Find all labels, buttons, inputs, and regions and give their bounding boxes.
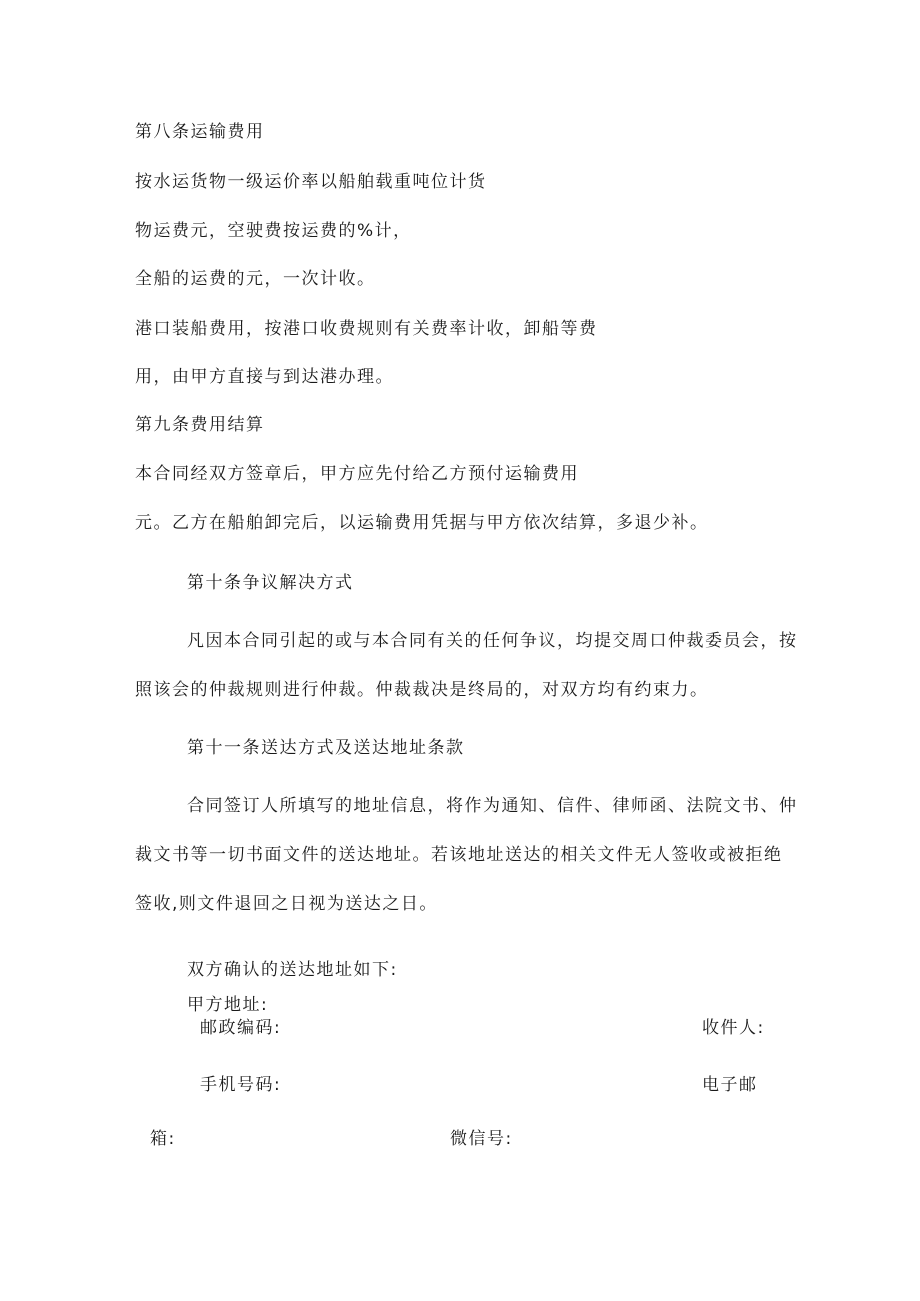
mobile-label: 手机号码: <box>200 1075 282 1095</box>
article-11-line-2: 裁文书等一切书面文件的送达地址。若该地址送达的相关文件无人签收或被拒绝 <box>135 845 783 865</box>
article-10-line-1: 凡因本合同引起的或与本合同有关的任何争议，均提交周口仲裁委员会，按 <box>187 631 798 651</box>
article-11-line-1: 合同签订人所填写的地址信息，将作为通知、信件、律师函、法院文书、仲 <box>187 796 798 816</box>
email-label-part-1: 电子邮 <box>702 1075 758 1095</box>
address-intro: 双方确认的送达地址如下: <box>187 960 398 980</box>
party-a-address-label: 甲方地址: <box>187 995 269 1015</box>
email-label-part-2: 箱: <box>150 1129 176 1149</box>
article-8-line-5: 用，由甲方直接与到达港办理。 <box>135 367 394 387</box>
article-8-line-3: 全船的运费的元，一次计收。 <box>135 269 376 289</box>
article-10-line-2: 照该会的仲裁规则进行仲裁。仲裁裁决是终局的，对双方均有约束力。 <box>135 680 709 700</box>
article-11-line-3: 签收,则文件退回之日视为送达之日。 <box>135 894 438 914</box>
article-11-heading: 第十一条送达方式及送达地址条款 <box>187 738 465 758</box>
article-8-line-2: 物运费元，空驶费按运费的%计， <box>135 221 412 241</box>
recipient-label: 收件人: <box>702 1018 765 1038</box>
article-9-line-1: 本合同经双方签章后，甲方应先付给乙方预付运输费用 <box>135 464 579 484</box>
wechat-label: 微信号: <box>450 1129 513 1149</box>
article-9-line-2: 元。乙方在船舶卸完后，以运输费用凭据与甲方依次结算，多退少补。 <box>135 513 709 533</box>
article-9-heading: 第九条费用结算 <box>135 415 265 435</box>
article-8-line-1: 按水运货物一级运价率以船舶载重吨位计货 <box>135 172 487 192</box>
article-8-line-4: 港口装船费用，按港口收费规则有关费率计收，卸船等费 <box>135 319 598 339</box>
article-10-heading: 第十条争议解决方式 <box>187 573 354 593</box>
article-8-heading: 第八条运输费用 <box>135 122 265 142</box>
postal-code-label: 邮政编码: <box>200 1018 282 1038</box>
